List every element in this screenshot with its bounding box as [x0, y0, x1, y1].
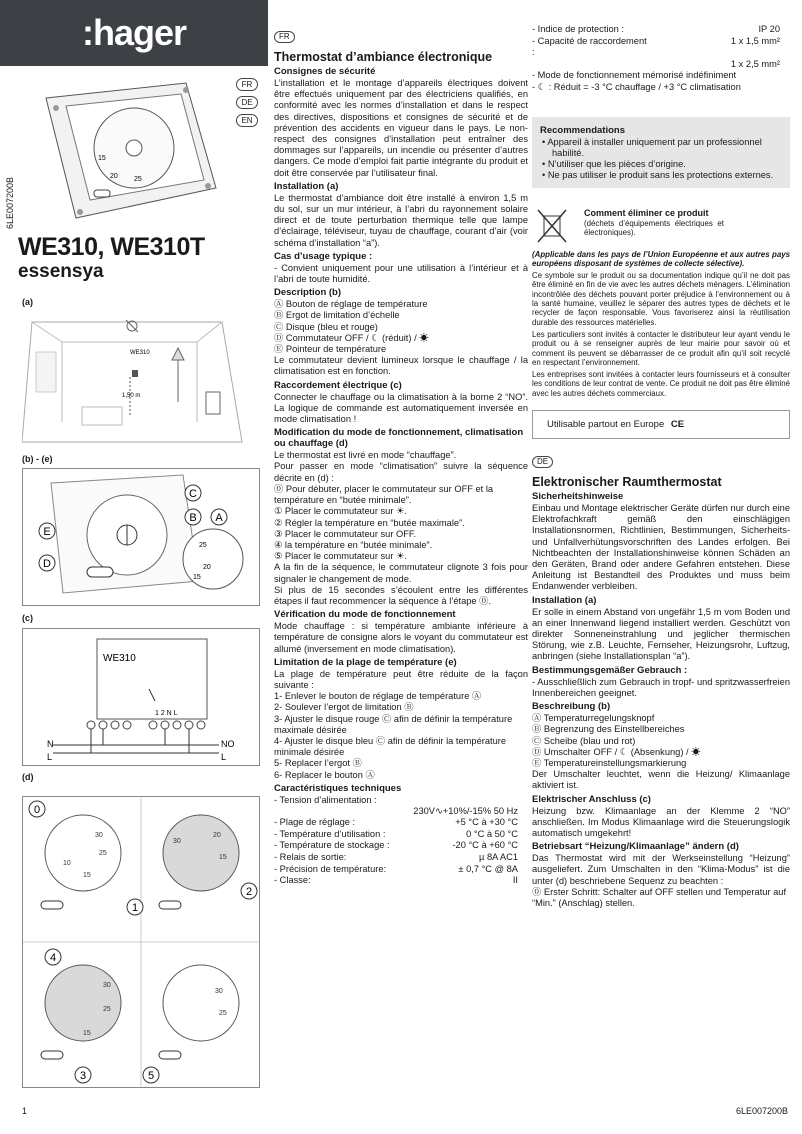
de-title: Elektronischer Raumthermostat: [532, 475, 722, 490]
fr-title: Thermostat d’ambiance électronique: [274, 50, 493, 64]
svg-text:30: 30: [173, 838, 181, 845]
rec-item: • Ne pas utiliser le produit sans les protections externes.: [542, 170, 774, 181]
svg-text:10: 10: [63, 860, 71, 867]
weee-heading: Comment éliminer ce produit: [584, 207, 709, 218]
fig-c-terms: 1 2 N L: [155, 710, 178, 717]
fr-desc-item: Ⓓ Commutateur OFF / ☾ (réduit) / ☀: [274, 332, 429, 343]
spec-value: IP 20: [758, 24, 780, 34]
fr-tech-heading: Caractéristiques techniques: [274, 782, 402, 794]
svg-text:20: 20: [213, 832, 221, 839]
rec-item: • Appareil à installer uniquement par un professionnel habilité.: [542, 136, 762, 158]
de-desc-item: Ⓓ Umschalter OFF / ☾ (Absenkung) / ☀: [532, 746, 701, 757]
fr-usage-text: - Convient uniquement pour une utilisation à l’intérieur et à l’abri de toute humidité.: [274, 262, 528, 285]
spec-value: 1 x 2,5 mm²: [730, 58, 780, 69]
fig-c-n: N: [47, 739, 54, 749]
svg-text:25: 25: [103, 1006, 111, 1013]
hager-logo: :hager: [0, 0, 268, 66]
page-number: 1: [22, 1106, 28, 1116]
fr-lang-badge: FR: [274, 31, 295, 43]
figure-a-label: (a): [22, 297, 33, 307]
fr-safety-heading: Consignes de sécurité: [274, 66, 376, 77]
de-desc-note: Der Umschalter leuchtet, wenn die Heizung/ Klimaanlage aktiviert ist.: [532, 769, 790, 791]
spec-key: - Plage de réglage :: [274, 817, 356, 828]
figure-c-label: (c): [22, 613, 33, 623]
spec-row: [532, 24, 790, 36]
fr-step: ⓪ Pour débuter, placer le commutateur sur OFF et la température en “butée minimale”.: [274, 483, 494, 506]
recommendations-box: [532, 117, 790, 188]
spec-value: µ 8A AC1: [479, 851, 518, 862]
spec-value: -20 °C à +60 °C: [452, 840, 518, 851]
spec-row: [532, 59, 790, 71]
spec-key: - Classe:: [274, 875, 311, 886]
fr-mode-text-3: A la fin de la séquence, le commutateur clignote 3 fois pour signaler le changement de mode.: [274, 562, 528, 584]
de-safety-heading: Sicherheitshinweise: [532, 491, 624, 503]
spec-value: II: [512, 875, 518, 886]
fr-install-heading: Installation (a): [274, 180, 339, 192]
fr-mode-text-4: Si plus de 15 secondes s’écoulent entre les différentes étapes il faut recommencer la séquence à l’étape ⓪.: [274, 584, 528, 606]
fig-d-step-0: 0: [33, 804, 41, 816]
fr-desc-item: Ⓒ Disque (bleu et rouge): [274, 321, 378, 332]
fr-desc-heading: Description (b): [274, 287, 342, 299]
spec-row: [274, 864, 528, 876]
fig-a-device-label: WE310: [130, 350, 150, 356]
spec-row: [274, 852, 528, 864]
fig-c-l: L: [47, 752, 53, 762]
spec-value: +5 °C à +30 °C: [455, 817, 518, 828]
de-mode-heading: Betriebsart “Heizung/Klimaanlage” ändern (d): [532, 841, 739, 853]
fr-verif-text: Mode chauffage : si température ambiante inférieure à température de consigne alors le voyant du commutateur est allumé (inversement en mode climatisation).: [274, 621, 528, 654]
lang-badge-en: EN: [236, 114, 258, 127]
svg-text:25: 25: [219, 1010, 227, 1017]
figure-be-label: (b) - (e): [22, 454, 53, 464]
fr-spec-list: [274, 817, 528, 887]
fr-limit-text: La plage de température peut être réduite de la façon suivante :: [274, 668, 528, 690]
fr-limit-heading: Limitation de la plage de température (e): [274, 656, 457, 668]
de-desc-item: Ⓔ Temperatureinstellungsmarkierung: [532, 757, 687, 768]
rec-heading: Recommendations: [540, 124, 625, 136]
lang-badge-fr: FR: [236, 78, 258, 91]
product-image: [36, 78, 226, 228]
figure-d-label: (d): [22, 772, 34, 782]
footer-code: 6LE007200B: [735, 1106, 788, 1116]
fr-mode-text-1: Le thermostat est livré en mode “chauffage”.: [274, 450, 457, 461]
fig-c-device-label: WE310: [103, 653, 136, 664]
weee-paragraph-1: Ce symbole sur le produit ou sa documentation indique qu’il ne doit pas être éliminé en fin de vie avec les autres déchets ménagers. L’élimination incontrôlée des déchets pouvant porter préjudice à l’environnement ou à la santé humaine, veuillez le séparer des autres types de déchets et le recycler de façon responsable. Vous favoriserez ainsi la réutilisation durable des ressources matérielles.: [532, 271, 790, 327]
fr-limit-step: 1- Enlever le bouton de réglage de température Ⓐ: [274, 691, 482, 702]
fr-limit-step: 6- Replacer le bouton Ⓐ: [274, 769, 375, 780]
weee-block: [532, 206, 790, 246]
de-usage-text: - Ausschließlich zum Gebrauch in tropf- und spritzwasserfreien Innenbereichen geeignet.: [532, 676, 790, 698]
spec-row: [274, 840, 528, 852]
fig-be-scale-15: 15: [193, 574, 201, 581]
fr-limit-step: 2- Soulever l’ergot de limitation Ⓑ: [274, 702, 414, 713]
weee-paragraph-2: Les particuliers sont invités à contacter le distributeur leur ayant vendu le produit ou à se renseigner auprès de leur mairie pour savoir où et comment ils peuvent se débarrasser de ce produit afin qu’il soit recyclé en respectant l’environnement.: [532, 329, 790, 367]
fr-install-text: Le thermostat d’ambiance doit être installé à environ 1,5 m du sol, sur un mur intérieur, à l’abri du rayonnement solaire direct et de toute perturbation thermique telle que lampe d’éclairage, téléviseur, tuyau de chauffage, courant d’air (voir schéma d’installation “a”).: [274, 192, 528, 248]
lang-badge-de: DE: [236, 96, 258, 109]
svg-text:15: 15: [219, 854, 227, 861]
fr-mode-heading: Modification du mode de fonctionnement, climatisation ou chauffage (d): [274, 427, 524, 450]
fr-step: ② Régler la température en “butée maximale”.: [274, 517, 465, 528]
svg-text:15: 15: [83, 872, 91, 879]
spec-row: [532, 36, 790, 59]
de-desc-item: Ⓑ Begrenzung des Einstellbereiches: [532, 724, 685, 735]
fr-desc-item: Ⓐ Bouton de réglage de température: [274, 299, 428, 310]
spec-value: 0 °C à 50 °C: [466, 828, 518, 839]
weee-eu-note: (Applicable dans les pays de l’Union Européenne et aux autres pays européens disposant de systèmes de collecte sélective).: [532, 249, 790, 268]
fr-limit-step: 5- Replacer l’ergot Ⓑ: [274, 758, 362, 769]
spec-value: ± 0,7 °C @ 8A: [458, 863, 518, 874]
fig-c-l2: L: [221, 752, 227, 762]
french-column: [274, 0, 528, 1134]
rec-item: • N’utiliser que les pièces d’origine.: [542, 159, 686, 170]
figure-c: [22, 628, 260, 766]
de-step-0: ⓪ Erster Schritt: Schalter auf OFF stellen und Temperatur auf “Min.” (Anschlag) stellen.: [532, 886, 787, 908]
ce-box: [532, 410, 790, 439]
fr-tech-supply-key: - Tension d’alimentation :: [274, 794, 377, 805]
svg-text:20: 20: [110, 173, 118, 180]
fr-step: ④ la température en “butée minimale”.: [274, 539, 433, 550]
svg-text:30: 30: [215, 988, 223, 995]
fr-elec-text: Connecter le chauffage ou la climatisation à la borne 2 “NO”. La logique de commande est automatiquement inversée en mode climatisation !: [274, 391, 528, 425]
de-install-heading: Installation (a): [532, 594, 597, 606]
fr-limit-step: 4- Ajuster le disque bleu Ⓒ afin de définir la température minimale désirée: [274, 735, 507, 758]
fig-be-label-c: C: [189, 488, 197, 500]
fig-be-label-a: A: [215, 512, 223, 524]
spec-row: [274, 817, 528, 829]
fig-be-scale-25: 25: [199, 542, 207, 549]
fig-d-step-1: 1: [131, 902, 139, 914]
spec-value: 1 x 1,5 mm²: [730, 35, 780, 46]
fr-spec-list-cont: [532, 24, 790, 70]
de-desc-heading: Beschreibung (b): [532, 701, 611, 713]
spec-row: [274, 875, 528, 887]
de-elec-heading: Elektrischer Anschluss (c): [532, 793, 651, 805]
ce-text: Utilisable partout en Europe: [547, 419, 665, 431]
fr-desc-item: Ⓑ Ergot de limitation d’échelle: [274, 310, 400, 321]
fr-step: ① Placer le commutateur sur ☀.: [274, 506, 407, 517]
fr-limit-step: 3- Ajuster le disque rouge Ⓒ afin de définir la température maximale désirée: [274, 713, 513, 735]
de-usage-heading: Bestimmungsgemäßer Gebrauch :: [532, 664, 688, 676]
figure-d: [22, 796, 260, 1088]
spec-key: - Précision de température:: [274, 863, 387, 874]
fig-be-scale-20: 20: [203, 564, 211, 571]
fr-desc-note: Le commutateur devient lumineux lorsque le chauffage / la climatisation est en fonction.: [274, 355, 528, 377]
spec-key: - Indice de protection :: [532, 24, 624, 34]
de-lang-badge: DE: [532, 456, 553, 468]
spec-key: [532, 59, 650, 71]
fig-d-step-4: 4: [49, 952, 57, 964]
weee-paragraph-3: Les entreprises sont invitées à contacter leurs fournisseurs et à consulter les conditions de leur contrat de vente. Ce produit ne doit pas être éliminé avec les autres déchets commerciaux.: [532, 370, 790, 398]
fr-verif-heading: Vérification du mode de fonctionnement: [274, 609, 456, 621]
de-desc-item: Ⓒ Scheibe (blau und rot): [532, 735, 636, 746]
fr-safety-text: L’installation et le montage d’appareils électriques doivent être effectués uniquement par des électriciens qualifiés, en conformité avec les normes d’installation et dans le respect des directives, dispositions et consignes de sécurité et de prévention des accidents en vigueur dans le pays. Le non-respect des consignes d’installation peut entraîner des dommages sur l’appareils, un incendie ou présenter d’autres dangers. Ce mode d’emploi fait partie intégrante du produit et doit être conservée par l’utilisateur final.: [274, 78, 528, 178]
spec-row: [274, 829, 528, 841]
de-install-text: Er solle in einem Abstand von ungefähr 1,5 m vom Boden und an einer Innenwand liegend installiert werden. Geschützt von direkter Sonneneinstrahlung und jeglicher thermischen Störung, wie z.B. Leuchte, Fernseher, Heizungsrohr, Luftzug, anbringen (siehe Installationsplan “a”).: [532, 606, 790, 662]
fr-mode-text-2: Pour passer en mode “climatisation” suivre la séquence décrite en (d) :: [274, 461, 528, 483]
fr-step: ③ Placer le commutateur sur OFF.: [274, 528, 417, 539]
fig-c-no: NO: [221, 739, 235, 749]
fr-desc-item: Ⓔ Pointeur de température: [274, 344, 387, 355]
crossed-bin-icon: [532, 206, 572, 246]
fig-d-step-5: 5: [147, 1070, 155, 1082]
de-safety-text: Einbau und Montage elektrischer Geräte dürfen nur durch eine Elektrofachkraft gemäß den einschlägigen Installationsnormen, Richtlinien, Bestimmungen, Sicherheits- und Unfallverhütungsvorschriften des Landes erfolgen. Bei Nichtbeachten der Installationshinweise können Schäden an den Geräten, Brand oder andere Gefahren entstehen. Diese Anleitung ist Bestandteil des Produktes und muss beim Endanwender verbleiben.: [532, 503, 790, 592]
svg-text:25: 25: [134, 176, 142, 183]
fr-elec-heading: Raccordement électrique (c): [274, 379, 402, 391]
fig-a-height-label: 1,50 m: [122, 393, 141, 399]
fig-be-label-e: E: [43, 526, 51, 538]
fr-step: ⑤ Placer le commutateur sur ☀.: [274, 551, 407, 562]
de-mode-text: Das Thermostat wird mit der Werkseinstellung “Heizung” ausgeliefert. Zum Umschalten in den “Klima-Modus” ist die unter (d) beschriebene Sequenz zu beachten :: [532, 853, 790, 886]
svg-text:25: 25: [99, 850, 107, 857]
fr-tech-supply-value: 230V∿+10%/-15% 50 Hz: [413, 805, 518, 816]
spec-key: - Capacité de raccordement :: [532, 35, 647, 58]
model-title: WE310, WE310T: [18, 233, 205, 261]
de-elec-text: Heizung bzw. Klimaanlage an der Klemme 2 “NO” anschließen. Im Modus Klimaanlage wird die Steuerungslogik automatisch umgekehrt!: [532, 805, 790, 838]
spec-key: - Relais de sortie:: [274, 851, 347, 862]
fr-reduit: - ☾ : Réduit = -3 °C chauffage / +3 °C climatisation: [532, 81, 741, 92]
right-column: [532, 0, 790, 1134]
fig-d-step-2: 2: [245, 886, 253, 898]
fr-memo: - Mode de fonctionnement mémorisé indéfiniment: [532, 70, 737, 81]
weee-sub: (déchets d’équipements électriques et électroniques).: [584, 218, 724, 237]
figure-be: [22, 468, 260, 606]
figure-a: [22, 312, 258, 450]
fig-d-step-3: 3: [79, 1070, 87, 1082]
de-desc-item: Ⓐ Temperaturregelungsknopf: [532, 713, 655, 724]
svg-text:30: 30: [95, 832, 103, 839]
doc-code-vertical: 6LE007200B: [5, 176, 16, 230]
svg-text:30: 30: [103, 982, 111, 989]
fig-be-label-b: B: [189, 512, 197, 524]
fig-be-label-d: D: [43, 558, 51, 570]
fr-usage-heading: Cas d’usage typique :: [274, 250, 373, 262]
left-column: [0, 0, 268, 1134]
spec-key: - Température d’utilisation :: [274, 828, 386, 839]
ce-mark-icon: CE: [670, 419, 685, 431]
range-name: essensya: [18, 261, 104, 282]
svg-text:15: 15: [83, 1030, 91, 1037]
svg-text:15: 15: [98, 155, 106, 162]
spec-key: - Température de stockage :: [274, 840, 390, 851]
